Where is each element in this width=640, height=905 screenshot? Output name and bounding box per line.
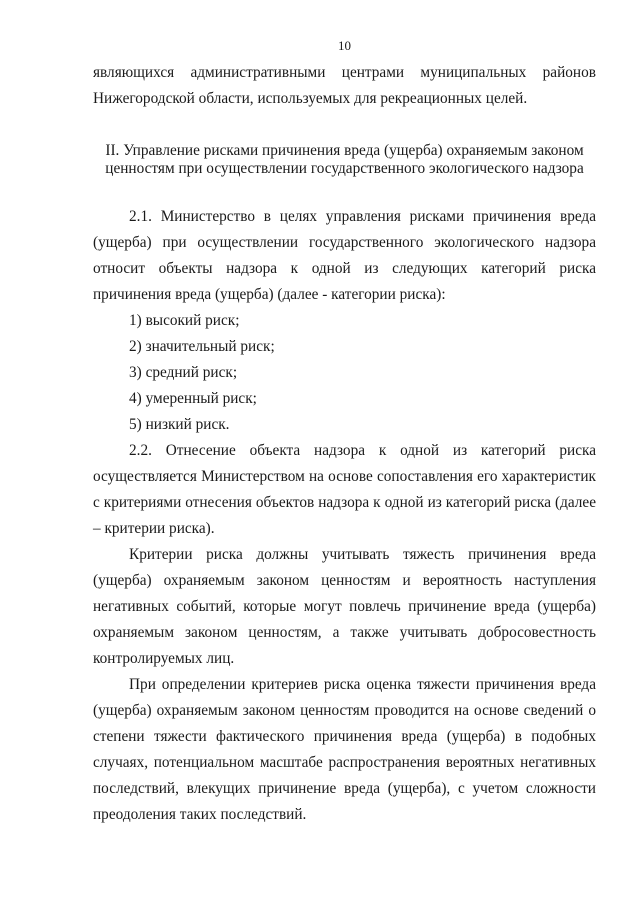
risk-list-item: 3) средний риск; <box>129 364 238 381</box>
page-number: 10 <box>338 38 351 53</box>
paragraph-risk-criteria: Критерии риска должны учитывать тяжесть причинения вреда (ущерба) охраняемым законом ценностям и вероятность наступления негативных событий, которые могут повлечь причинение вреда (ущерба) охраняемым законом ценностям, а также учитывать добросовестность контролируемых лиц. <box>93 546 596 667</box>
risk-list-item: 5) низкий риск. <box>129 416 230 433</box>
paragraph-2-2: 2.2. Отнесение объекта надзора к одной из категорий риска осуществляется Министерством на основе сопоставления его характеристик с критериями отнесения объектов надзора к одной из категорий риска (далее – критерии риска). <box>93 442 596 537</box>
paragraph-2-1: 2.1. Министерство в целях управления рисками причинения вреда (ущерба) при осуществлении государственного экологического надзора относит объекты надзора к одной из следующих категорий риска причинения вреда (ущерба) (далее - категории риска): <box>93 208 596 303</box>
section-heading: II. Управление рисками причинения вреда (ущерба) охраняемым законом ценностям при осуществлении государственного экологического надзора <box>105 142 584 177</box>
intro-continuation: являющихся административными центрами муниципальных районов Нижегородской области, используемых для рекреационных целей. <box>93 64 596 107</box>
risk-list-item: 4) умеренный риск; <box>129 390 257 407</box>
paragraph-risk-assessment: При определении критериев риска оценка тяжести причинения вреда (ущерба) охраняемым законом ценностям проводится на основе сведений о степени тяжести фактического причинения вреда (ущерба) в подобных случаях, потенциальном масштабе распространения вероятных негативных последствий, влекущих причинение вреда (ущерба), с учетом сложности преодоления таких последствий. <box>93 676 596 823</box>
risk-list-item: 1) высокий риск; <box>129 312 240 329</box>
risk-list-item: 2) значительный риск; <box>129 338 275 355</box>
